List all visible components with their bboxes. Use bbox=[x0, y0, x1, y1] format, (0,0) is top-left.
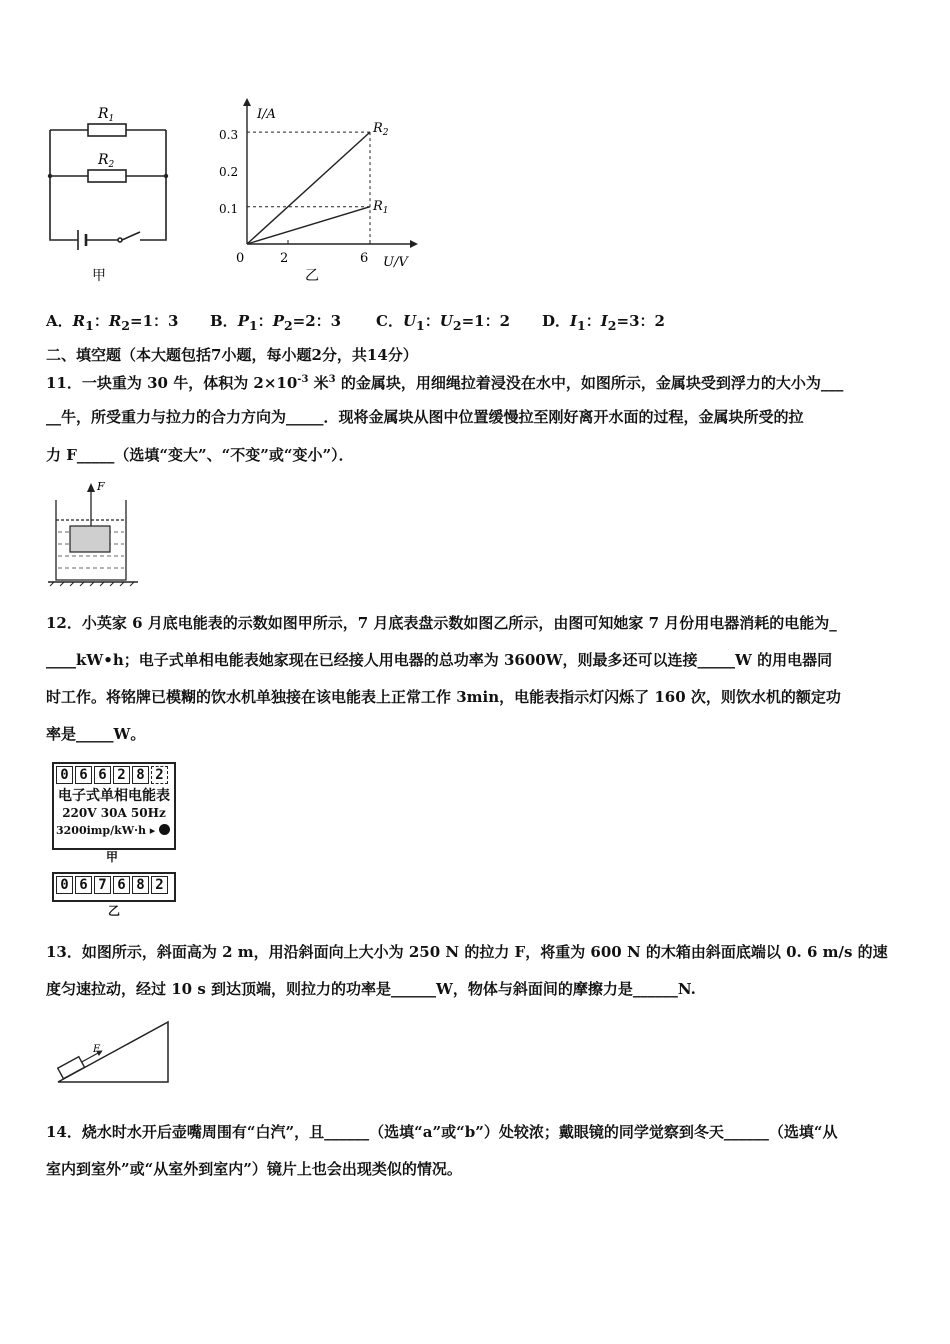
x-tick-label: 6 bbox=[360, 251, 369, 266]
q11-line-2: __牛，所受重力与拉力的合力方向为_____．现将金属块从图中位置缓慢拉至刚好离开水面的过程，金属块所受的拉 bbox=[46, 408, 804, 426]
meter-digit: 2 bbox=[151, 876, 168, 894]
section-title: 二、填空题（本大题包括7小题，每小题2分，共14分） bbox=[46, 346, 418, 364]
option-d[interactable]: D．$I_1$：$I_2=3$：2 bbox=[542, 312, 665, 333]
q12-line-2: ____kW•h；电子式单相电能表她家现在已经接人用电器的总功率为 3600W，则最多还可以连接_____W 的用电器同 bbox=[46, 651, 833, 669]
y-axis-label: I/A bbox=[257, 107, 276, 122]
meter-digit: 8 bbox=[132, 766, 149, 784]
r1-label: $R_1$ bbox=[98, 106, 115, 124]
meter-digit: 2 bbox=[113, 766, 130, 784]
line-r1-label: $R_1$ bbox=[373, 199, 389, 216]
x-axis-label: U/V bbox=[383, 255, 408, 270]
q14-line-2: 室内到室外”或“从室外到室内”）镜片上也会出现类似的情况。 bbox=[46, 1160, 462, 1178]
y-tick-label: 0.2 bbox=[219, 165, 239, 179]
r2-label: $R_2$ bbox=[98, 152, 115, 170]
q14-line-1: 14．烧水时水开后壶嘴周围有“白汽”，且______（选填“a”或“b”）处较浓；戴眼镜的同学觉察到冬天______（选填“从 bbox=[46, 1123, 838, 1141]
meter-digits bbox=[54, 874, 174, 896]
y-tick-label: 0.1 bbox=[219, 202, 239, 216]
line-r2-label: $R_2$ bbox=[373, 121, 389, 138]
graph-caption: 乙 bbox=[305, 268, 319, 284]
meter-spec: 220V 30A 50Hz bbox=[62, 806, 166, 820]
energy-meter-july bbox=[52, 872, 176, 902]
meter-digit: 6 bbox=[94, 766, 111, 784]
q11-line-3: 力 F_____（选填“变大”、“不变”或“变小”）． bbox=[46, 446, 354, 464]
option-a[interactable]: A．$R_1$：$R_2=1$：3 bbox=[46, 312, 179, 333]
meter-digit: 6 bbox=[75, 766, 92, 784]
meter-digit: 6 bbox=[75, 876, 92, 894]
meter-title: 电子式单相电能表 bbox=[58, 788, 170, 804]
q13-line-1: 13．如图所示，斜面高为 2 m，用沿斜面向上大小为 250 N 的拉力 F，将重为 600 N 的木箱由斜面底端以 0. 6 m/s 的速 bbox=[46, 943, 888, 961]
origin-label: 0 bbox=[236, 251, 245, 266]
meter-digit: 0 bbox=[56, 766, 73, 784]
q11-line-1: 11．一块重为 30 牛，体积为 $2\times 10^{-3}$ 米$^3$ 的金属块，用细绳拉着浸没在水中，如图所示，金属块受到浮力的大小为___ bbox=[46, 374, 844, 392]
iu-graph bbox=[205, 96, 430, 286]
meter-caption-june: 甲 bbox=[106, 850, 119, 864]
meter-digit: 0 bbox=[56, 876, 73, 894]
meter-digit: 2 bbox=[151, 766, 168, 784]
force-f-label: F bbox=[97, 480, 105, 493]
q12-line-4: 率是_____W。 bbox=[46, 725, 146, 743]
q13-line-2: 度匀速拉动，经过 10 s 到达顶端，则拉力的功率是______W，物体与斜面间的摩擦力是______N. bbox=[46, 980, 696, 998]
series-line-r1 bbox=[247, 207, 370, 244]
meter-digit: 6 bbox=[113, 876, 130, 894]
y-tick-label: 0.3 bbox=[219, 128, 239, 142]
meter-caption-july: 乙 bbox=[108, 904, 121, 918]
indicator-arrow-icon: ▸ bbox=[145, 824, 160, 837]
energy-meter-june bbox=[52, 762, 176, 850]
meter-digits bbox=[54, 764, 174, 786]
option-b[interactable]: B．$P_1$：$P_2=2$：3 bbox=[210, 312, 342, 333]
q12-line-1: 12．小英家 6 月底电能表的示数如图甲所示，7 月底表盘示数如图乙所示，由图可知她家 7 月份用电器消耗的电能为_ bbox=[46, 614, 837, 632]
meter-imp: 3200imp/kW·h ▸ bbox=[54, 822, 174, 839]
q12-line-3: 时工作。将铭牌已模糊的饮水机单独接在该电能表上正常工作 3min，电能表指示灯闪烁了 160 次，则饮水机的额定功 bbox=[46, 688, 841, 706]
force-f-label: F bbox=[93, 1044, 100, 1055]
series-line-r2 bbox=[247, 132, 370, 244]
meter-digit: 8 bbox=[132, 876, 149, 894]
meter-digit: 7 bbox=[94, 876, 111, 894]
beaker-figure bbox=[40, 478, 145, 590]
circuit-diagram bbox=[40, 96, 180, 286]
x-tick-label: 2 bbox=[280, 251, 289, 266]
circuit-caption: 甲 bbox=[92, 268, 106, 284]
incline-figure bbox=[52, 1016, 177, 1088]
indicator-light-icon bbox=[159, 824, 170, 835]
option-c[interactable]: C．$U_1$：$U_2=1$：2 bbox=[376, 312, 511, 333]
